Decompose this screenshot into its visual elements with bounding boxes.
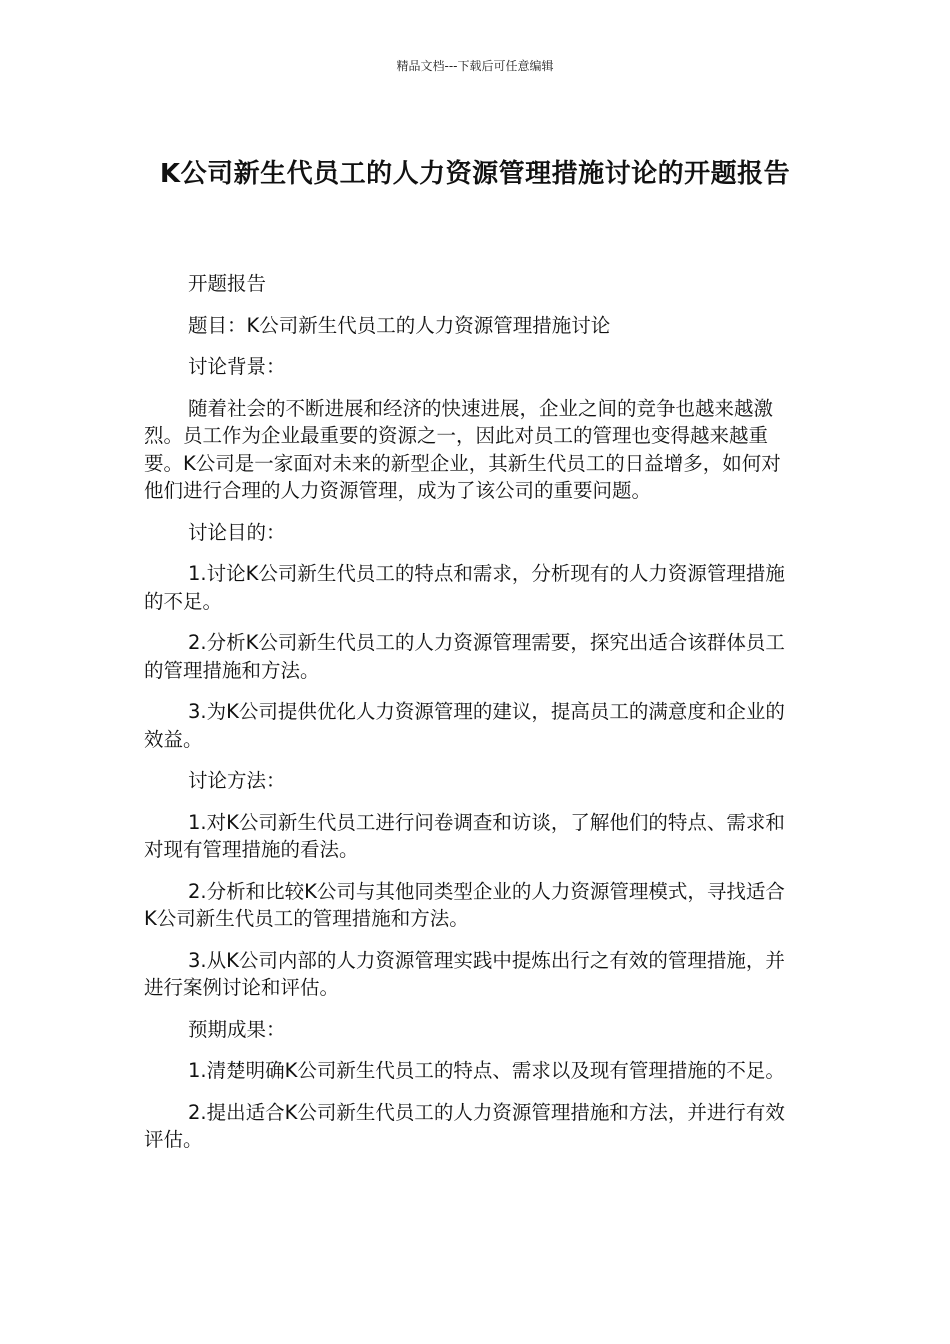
paragraph: 1.对K公司新生代员工进行问卷调查和访谈，了解他们的特点、需求和对现有管理措施的看法。 xyxy=(144,810,785,861)
page-header: 精品文档---下载后可任意编辑 xyxy=(396,59,554,73)
paragraph: 1.讨论K公司新生代员工的特点和需求，分析现有的人力资源管理措施的不足。 xyxy=(144,562,785,613)
paragraph: 讨论背景： xyxy=(188,355,286,378)
paragraph: 题目：K公司新生代员工的人力资源管理措施讨论 xyxy=(188,313,611,337)
paragraph: 预期成果： xyxy=(188,1017,286,1041)
paragraph: 2.分析和比较K公司与其他同类型企业的人力资源管理模式，寻找适合K公司新生代员工的管理措施和方法。 xyxy=(144,879,785,930)
paragraph: 2.分析K公司新生代员工的人力资源管理需要，探究出适合该群体员工的管理措施和方法。 xyxy=(144,631,785,682)
paragraph: 3.从K公司内部的人力资源管理实践中提炼出行之有效的管理措施，并进行案例讨论和评估。 xyxy=(144,948,785,999)
paragraph: 讨论目的： xyxy=(188,520,286,544)
document-body xyxy=(144,270,796,1168)
paragraph: 开题报告 xyxy=(188,272,267,295)
paragraph: 2.提出适合K公司新生代员工的人力资源管理措施和方法，并进行有效评估。 xyxy=(144,1100,785,1151)
paragraph: 3.为K公司提供优化人力资源管理的建议，提高员工的满意度和企业的效益。 xyxy=(144,700,785,751)
paragraph: 1.清楚明确K公司新生代员工的特点、需求以及现有管理措施的不足。 xyxy=(188,1059,785,1082)
paragraph: 随着社会的不断进展和经济的快速进展，企业之间的竞争也越来越激烈。员工作为企业最重要的资源之一，因此对员工的管理也变得越来越重要。K公司是一家面对未来的新型企业，其新生代员工的日益增多，如何对他们进行合理的人力资源管理，成为了该公司的重要问题。 xyxy=(144,396,781,502)
document-title: K公司新生代员工的人力资源管理措施讨论的开题报告 xyxy=(159,159,791,190)
paragraph: 讨论方法： xyxy=(188,769,286,792)
